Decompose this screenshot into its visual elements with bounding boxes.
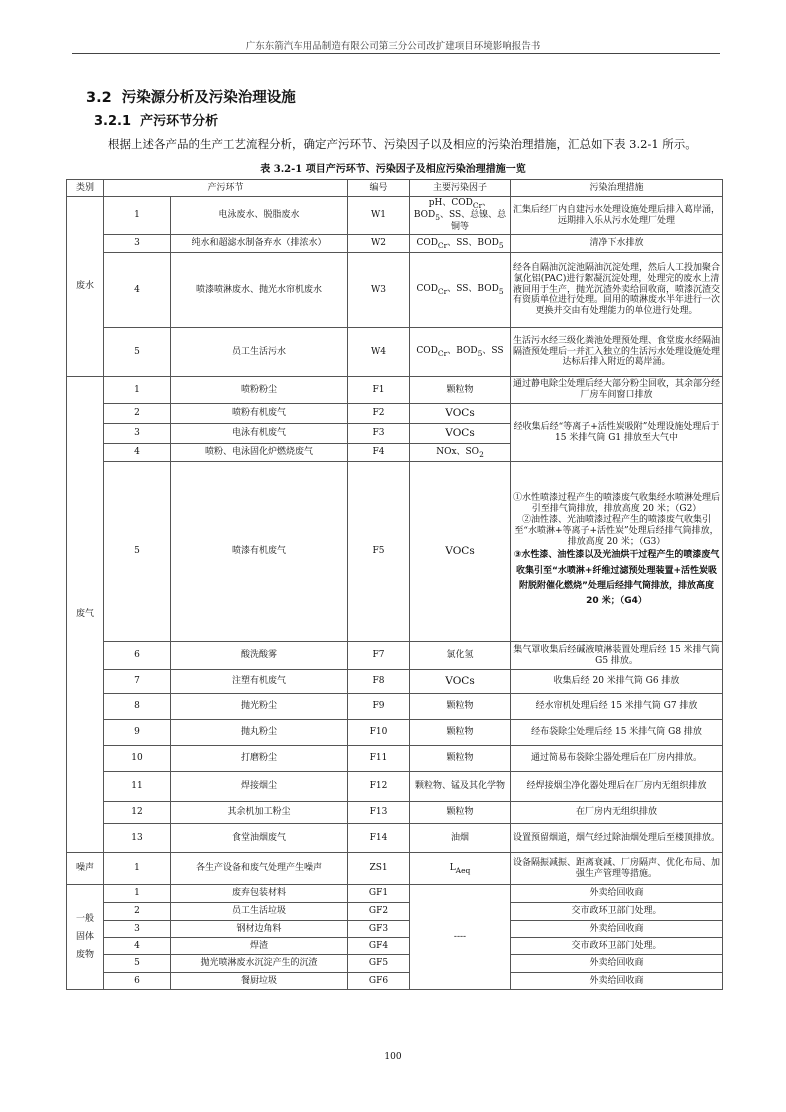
row-number: 1	[104, 853, 171, 885]
measure-cell: 收集后经 20 米排气筒 G6 排放	[511, 670, 723, 694]
process-cell: 员工生活污水	[171, 328, 348, 377]
code-cell: F1	[348, 377, 410, 404]
row-number: 12	[104, 802, 171, 824]
measure-cell: 外卖给回收商	[511, 921, 723, 938]
factor-cell: NOx、$SO_2$	[410, 444, 511, 462]
code-cell: GF4	[348, 938, 410, 955]
code-cell: F13	[348, 802, 410, 824]
factor-cell: 颗粒物	[410, 720, 511, 746]
measure-cell: 设备隔振减振、距离衰减、厂房隔声、优化布局、加强生产管理等措施。	[511, 853, 723, 885]
measure-cell: 交市政环卫部门处理。	[511, 903, 723, 921]
table-row	[67, 955, 723, 973]
factor-cell: $COD_{Cr}$、SS、$BOD_5$	[410, 235, 511, 253]
row-number: 2	[104, 903, 171, 921]
code-cell: GF6	[348, 973, 410, 990]
row-number: 11	[104, 772, 171, 802]
process-cell: 员工生活垃圾	[171, 903, 348, 921]
header-category: 类别	[67, 180, 104, 197]
process-cell: 打磨粉尘	[171, 746, 348, 772]
table-row	[67, 802, 723, 824]
row-number: 4	[104, 253, 171, 328]
header-process: 产污环节	[104, 180, 348, 197]
code-cell: F8	[348, 670, 410, 694]
row-number: 6	[104, 642, 171, 670]
code-cell: F7	[348, 642, 410, 670]
subsection-number: 3.2.1	[94, 114, 132, 129]
factor-cell: VOCs	[410, 670, 511, 694]
process-cell: 钢材边角料	[171, 921, 348, 938]
page-number: 100	[384, 1052, 402, 1062]
table-row	[67, 772, 723, 802]
row-number: 2	[104, 404, 171, 424]
factor-cell: VOCs	[410, 424, 511, 444]
row-number: 4	[104, 938, 171, 955]
table-row	[67, 824, 723, 853]
process-cell: 电泳废水、脱脂废水	[171, 197, 348, 235]
pollution-sources-table	[66, 179, 723, 990]
table-row	[67, 462, 723, 642]
measure-cell: 经焊接烟尘净化器处理后在厂房内无组织排放	[511, 772, 723, 802]
measure-cell: 经水帘机处理后经 15 米排气筒 G7 排放	[511, 694, 723, 720]
process-cell: 其余机加工粉尘	[171, 802, 348, 824]
process-cell: 喷粉有机废气	[171, 404, 348, 424]
row-number: 5	[104, 328, 171, 377]
table-row	[67, 642, 723, 670]
measure-cell: 通过简易布袋除尘器处理后在厂房内排放。	[511, 746, 723, 772]
section-heading	[86, 86, 296, 107]
process-cell: 焊渣	[171, 938, 348, 955]
measure-cell: 外卖给回收商	[511, 955, 723, 973]
row-number: 5	[104, 955, 171, 973]
row-number: 8	[104, 694, 171, 720]
row-number: 13	[104, 824, 171, 853]
section-number: 3.2	[86, 90, 112, 106]
code-cell: W2	[348, 235, 410, 253]
row-number: 10	[104, 746, 171, 772]
measure-cell: 清净下水排放	[511, 235, 723, 253]
category-waste-gas: 废气	[67, 377, 104, 853]
row-number: 3	[104, 424, 171, 444]
row-number: 3	[104, 921, 171, 938]
row-number: 3	[104, 235, 171, 253]
running-header: 广东东箭汽车用品制造有限公司第三分公司改扩建项目环境影响报告书	[245, 41, 541, 52]
code-cell: W1	[348, 197, 410, 235]
factor-cell: 氯化氢	[410, 642, 511, 670]
factor-cell: VOCs	[410, 462, 511, 642]
table-row	[67, 746, 723, 772]
process-cell: 焊接烟尘	[171, 772, 348, 802]
code-cell: F2	[348, 404, 410, 424]
measure-item: ①水性喷漆过程产生的喷漆废气收集经水喷淋处理后引至排气筒排放，排放高度 20 米；（G2）	[513, 493, 721, 515]
factor-cell: $L_{Aeq}$	[410, 853, 511, 885]
process-cell: 抛光喷淋废水沉淀产生的沉渣	[171, 955, 348, 973]
measure-cell: 在厂房内无组织排放	[511, 802, 723, 824]
subsection-heading	[94, 110, 218, 129]
category-noise: 噪声	[67, 853, 104, 885]
subsection-title: 产污环节分析	[140, 114, 219, 129]
code-cell: GF5	[348, 955, 410, 973]
row-number: 1	[104, 885, 171, 903]
table-row	[67, 938, 723, 955]
code-cell: W4	[348, 328, 410, 377]
factor-cell: VOCs	[410, 404, 511, 424]
table-row	[67, 404, 723, 424]
process-cell: 餐厨垃圾	[171, 973, 348, 990]
measure-cell: 经各自隔油沉淀池隔油沉淀处理，然后人工投加聚合氯化铝(PAC)进行絮凝沉淀处理，处理完的废水上清液回用于生产，抛光沉渣外卖给回收商，喷漆沉渣交有资质单位进行处理。回用的喷淋废水半年进行一次更换并交由有处理能力的单位进行处理。	[511, 253, 723, 328]
process-cell: 食堂油烟废气	[171, 824, 348, 853]
measure-item: ②油性漆、光油喷漆过程产生的喷漆废气收集引至“水喷淋+等离子+活性炭”处理后经排气筒排放，排放高度 20 米；（G3）	[514, 515, 719, 548]
table-row	[67, 973, 723, 990]
measure-cell: 外卖给回收商	[511, 885, 723, 903]
code-cell: GF1	[348, 885, 410, 903]
code-cell: ZS1	[348, 853, 410, 885]
process-cell: 纯水和超滤水制备弃水（排浓水）	[171, 235, 348, 253]
table-row	[67, 670, 723, 694]
process-cell: 酸洗酸雾	[171, 642, 348, 670]
factor-cell: 颗粒物	[410, 377, 511, 404]
table-row	[67, 903, 723, 921]
code-cell: F4	[348, 444, 410, 462]
factor-cell: 颗粒物	[410, 694, 511, 720]
row-number: 1	[104, 197, 171, 235]
measure-item: ③水性漆、油性漆以及光油烘干过程产生的喷漆废气收集引至“水喷淋+纤维过滤预处理装置+活性炭吸附脱附催化燃烧”处理后经排气筒排放，排放高度 20 米；（G4）	[513, 550, 720, 607]
factor-cell: 颗粒物	[410, 802, 511, 824]
process-cell: 喷漆有机废气	[171, 462, 348, 642]
table-row	[67, 235, 723, 253]
table-row	[67, 253, 723, 328]
header-code: 编号	[348, 180, 410, 197]
table-row	[67, 694, 723, 720]
process-cell: 喷粉粉尘	[171, 377, 348, 404]
measure-cell: 经布袋除尘处理后经 15 米排气筒 G8 排放	[511, 720, 723, 746]
factor-cell: 颗粒物、锰及其化学物	[410, 772, 511, 802]
table-row	[67, 197, 723, 235]
table-row	[67, 328, 723, 377]
measure-cell: 生活污水经三级化粪池处理预处理、食堂废水经隔油隔渣预处理后一并汇入独立的生活污水处理设施处理达标后排入附近的葛岸涌。	[511, 328, 723, 377]
section-title: 污染源分析及污染治理设施	[121, 90, 296, 106]
table-row	[67, 921, 723, 938]
factor-cell: $COD_{Cr}$、SS、$BOD_5$	[410, 253, 511, 328]
process-cell: 喷漆喷淋废水、抛光水帘机废水	[171, 253, 348, 328]
intro-paragraph: 根据上述各产品的生产工艺流程分析，确定产污环节、污染因子以及相应的污染治理措施，汇总如下表 3.2-1 所示。	[108, 137, 697, 151]
table-caption: 表 3.2-1 项目产污环节、污染因子及相应污染治理措施一览	[260, 164, 526, 175]
measure-cell	[511, 462, 723, 642]
factor-cell: 油烟	[410, 824, 511, 853]
code-cell: W3	[348, 253, 410, 328]
header-factor: 主要污染因子	[410, 180, 511, 197]
code-cell: F12	[348, 772, 410, 802]
row-number: 4	[104, 444, 171, 462]
measure-cell: 通过静电除尘处理后经大部分粉尘回收，其余部分经厂房车间窗口排放	[511, 377, 723, 404]
process-cell: 注塑有机废气	[171, 670, 348, 694]
measure-cell: 交市政环卫部门处理。	[511, 938, 723, 955]
row-number: 1	[104, 377, 171, 404]
process-cell: 抛丸粉尘	[171, 720, 348, 746]
factor-cell: $COD_{Cr}$、$BOD_5$、SS	[410, 328, 511, 377]
row-number: 6	[104, 973, 171, 990]
measure-cell: 外卖给回收商	[511, 973, 723, 990]
row-number: 9	[104, 720, 171, 746]
measure-cell: 集气罩收集后经碱液喷淋装置处理后经 15 米排气筒 G5 排放。	[511, 642, 723, 670]
table-header-row	[67, 180, 723, 197]
process-cell: 喷粉、电泳固化炉燃烧废气	[171, 444, 348, 462]
table-row	[67, 885, 723, 903]
header-measure: 污染治理措施	[511, 180, 723, 197]
process-cell: 各生产设备和废气处理产生噪声	[171, 853, 348, 885]
code-cell: F10	[348, 720, 410, 746]
process-cell: 电泳有机废气	[171, 424, 348, 444]
category-solid-waste: 一般固体废物	[67, 885, 104, 990]
code-cell: F3	[348, 424, 410, 444]
factor-cell: ----	[410, 885, 511, 990]
factor-cell: 颗粒物	[410, 746, 511, 772]
code-cell: F5	[348, 462, 410, 642]
row-number: 7	[104, 670, 171, 694]
measure-cell: 设置预留烟道，烟气经过除油烟处理后至楼顶排放。	[511, 824, 723, 853]
code-cell: GF3	[348, 921, 410, 938]
code-cell: GF2	[348, 903, 410, 921]
code-cell: F14	[348, 824, 410, 853]
row-number: 5	[104, 462, 171, 642]
code-cell: F11	[348, 746, 410, 772]
category-wastewater: 废水	[67, 197, 104, 377]
code-cell: F9	[348, 694, 410, 720]
header-divider	[72, 53, 720, 54]
process-cell: 废弃包装材料	[171, 885, 348, 903]
table-row	[67, 720, 723, 746]
table-row	[67, 377, 723, 404]
measure-cell: 经收集后经“等离子+活性炭吸附”处理设施处理后于 15 米排气筒 G1 排放至大气中	[511, 404, 723, 462]
factor-cell: pH、$COD_{Cr}$、$BOD_5$、SS、总镍、总铜等	[410, 197, 511, 235]
process-cell: 抛光粉尘	[171, 694, 348, 720]
table-row	[67, 853, 723, 885]
measure-cell: 汇集后经厂内自建污水处理设施处理后排入葛岸涌，远期排入乐从污水处理厂处理	[511, 197, 723, 235]
